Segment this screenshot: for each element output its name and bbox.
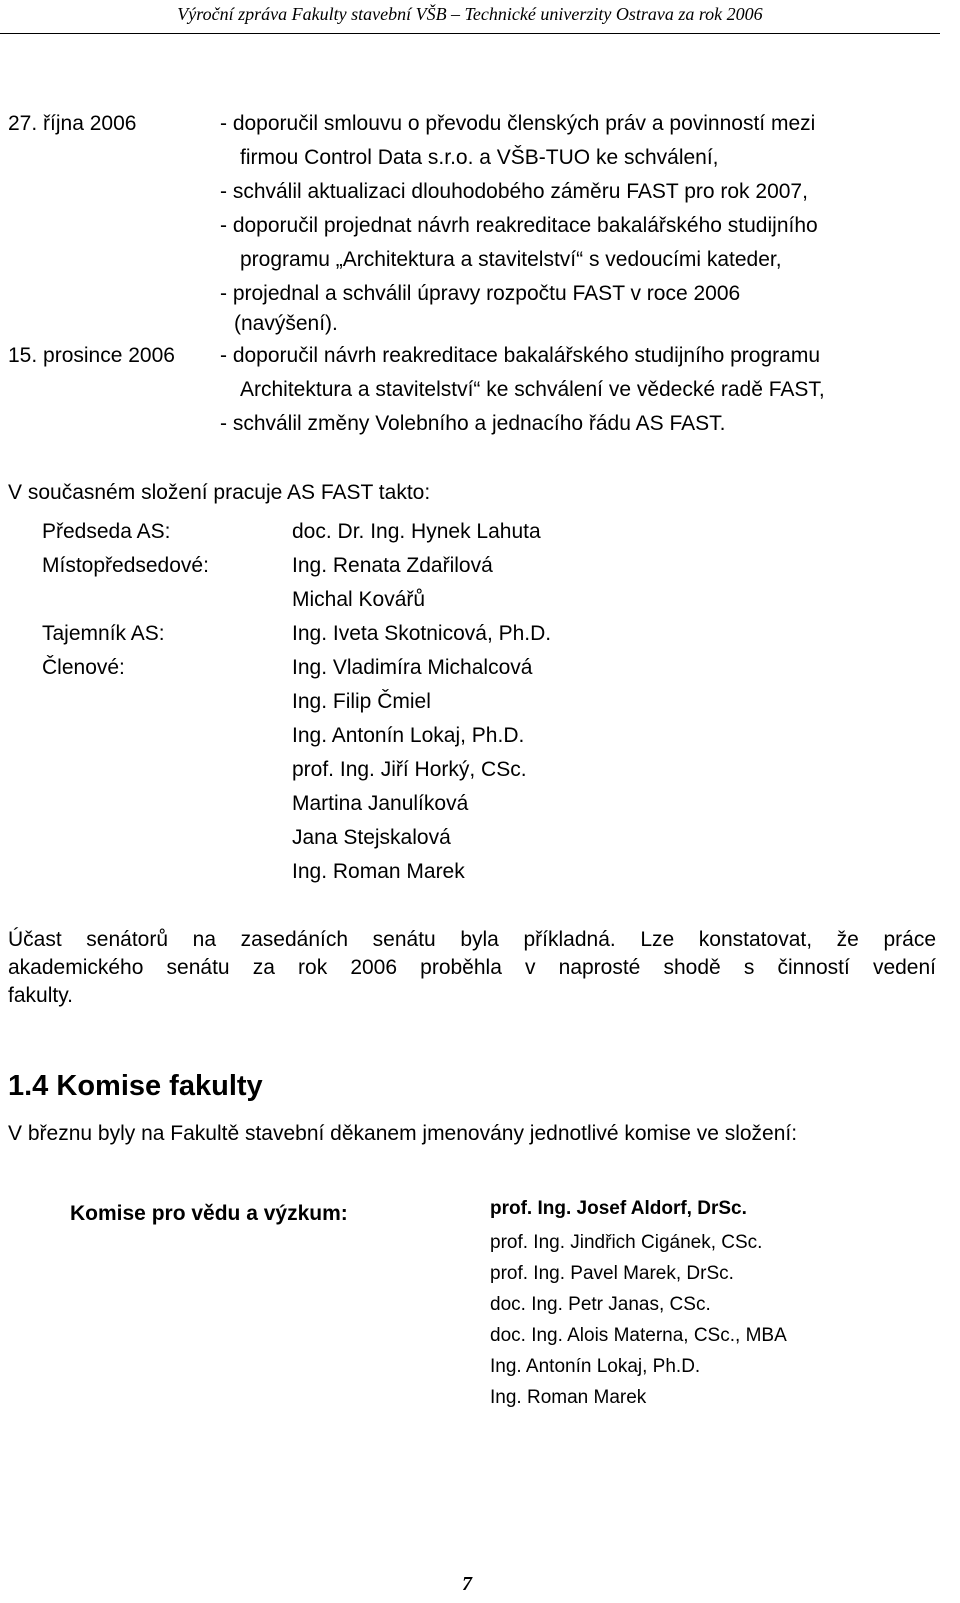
member-name: doc. Dr. Ing. Hynek Lahuta <box>292 520 541 543</box>
senate-intro: V současném složení pracuje AS FAST takto: <box>8 481 431 504</box>
event-line: firmou Control Data s.r.o. a VŠB-TUO ke schválení, <box>240 146 719 169</box>
page-header: Výroční zpráva Fakulty stavební VŠB – Technické univerzity Ostrava za rok 2006 <box>0 4 940 34</box>
event-line: - schválil aktualizaci dlouhodobého záměru FAST pro rok 2007, <box>220 180 808 203</box>
event-line: - doporučil návrh reakreditace bakalářského studijního programu <box>220 344 820 367</box>
commission-member: doc. Ing. Alois Materna, CSc., MBA <box>490 1325 787 1346</box>
member-name: Martina Janulíková <box>292 792 469 815</box>
commission-chair: prof. Ing. Josef Aldorf, DrSc. <box>490 1198 747 1219</box>
commission-member: doc. Ing. Petr Janas, CSc. <box>490 1294 711 1315</box>
commission-member: prof. Ing. Pavel Marek, DrSc. <box>490 1263 734 1284</box>
member-name: Ing. Iveta Skotnicová, Ph.D. <box>292 622 552 645</box>
conclusion-line: fakulty. <box>8 984 73 1007</box>
role-label: Předseda AS: <box>42 520 171 543</box>
role-label: Místopředsedové: <box>42 554 209 577</box>
commission-member: Ing. Antonín Lokaj, Ph.D. <box>490 1356 701 1377</box>
member-name: prof. Ing. Jiří Horký, CSc. <box>292 758 527 781</box>
member-name: Ing. Vladimíra Michalcová <box>292 656 533 679</box>
page-number: 7 <box>462 1573 472 1595</box>
conclusion-line: Účast senátorů na zasedáních senátu byla příkladná. Lze konstatovat, že práce <box>8 928 936 951</box>
commission-label: Komise pro vědu a výzkum: <box>70 1202 348 1225</box>
member-name: Ing. Renata Zdařilová <box>292 554 493 577</box>
event-line: programu „Architektura a stavitelství“ s vedoucími kateder, <box>240 248 782 271</box>
section-intro: V březnu byly na Fakultě stavební děkanem jmenovány jednotlivé komise ve složení: <box>8 1122 798 1145</box>
event-date: 15. prosince 2006 <box>8 344 175 367</box>
event-line: (navýšení). <box>234 312 338 335</box>
member-name: Ing. Antonín Lokaj, Ph.D. <box>292 724 525 747</box>
role-label: Členové: <box>42 656 125 679</box>
section-heading: 1.4 Komise fakulty <box>8 1070 263 1102</box>
member-name: Ing. Roman Marek <box>292 860 465 883</box>
event-line: - doporučil projednat návrh reakreditace bakalářského studijního <box>220 214 818 237</box>
event-line: Architektura a stavitelství“ ke schválení ve vědecké radě FAST, <box>240 378 825 401</box>
commission-member: Ing. Roman Marek <box>490 1387 647 1408</box>
event-date: 27. října 2006 <box>8 112 137 135</box>
event-line: - projednal a schválil úpravy rozpočtu FAST v roce 2006 <box>220 282 741 305</box>
event-line: - doporučil smlouvu o převodu členských práv a povinností mezi <box>220 112 816 135</box>
commission-member: prof. Ing. Jindřich Cigánek, CSc. <box>490 1232 763 1253</box>
member-name: Michal Kovářů <box>292 588 426 611</box>
conclusion-line: akademického senátu za rok 2006 proběhla v naprosté shodě s činností vedení <box>8 956 936 979</box>
event-line: - schválil změny Volebního a jednacího řádu AS FAST. <box>220 412 726 435</box>
role-label: Tajemník AS: <box>42 622 165 645</box>
member-name: Ing. Filip Čmiel <box>292 690 431 713</box>
member-name: Jana Stejskalová <box>292 826 451 849</box>
